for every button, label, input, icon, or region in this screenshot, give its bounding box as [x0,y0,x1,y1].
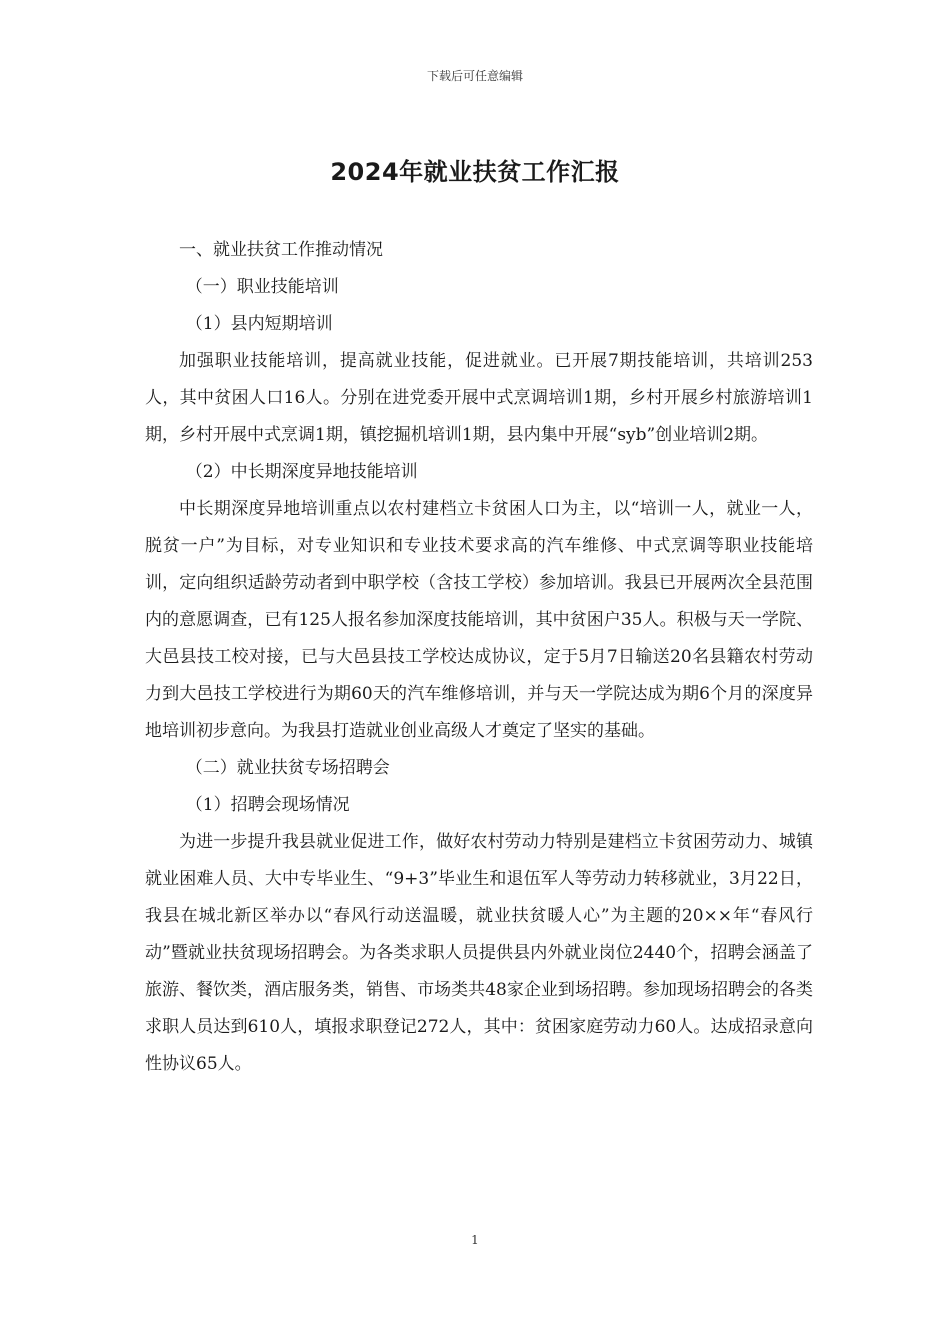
subsection-heading-1: （一）职业技能培训 [185,277,339,297]
item-heading-3: （1）招聘会现场情况 [185,795,350,815]
subsection-heading-2: （二）就业扶贫专场招聘会 [185,758,390,778]
item-heading-1: （1）县内短期培训 [185,314,333,334]
header-note: 下载后可任意编辑 [426,69,523,83]
document-title: 2024年就业扶贫工作汇报 [330,158,620,186]
paragraph-long-term-training: 中长期深度异地培训重点以农村建档立卡贫困人口为主，以“培训一人，就业一人，脱贫一户”为目标，对专业知识和专业技术要求高的汽车维修、中式烹调等职业技能培训，定向组织适龄劳动者到中职学校（含技工学校）参加培训。我县已开展两次全县范围内的意愿调查，已有125人报名参加深度技能培训，其中贫困户35人。积极与天一学院、大邑县技工校对接，已与大邑县技工学校达成协议，定于5月7日输送20名县籍农村劳动力到大邑技工学校进行为期60天的汽车维修培训，并与天一学院达成为期6个月的深度异地培训初步意向。为我县打造就业创业高级人才奠定了坚实的基础。 [145,499,813,741]
paragraph-short-training: 加强职业技能培训，提高就业技能，促进就业。已开展7期技能培训，共培训253人，其中贫困人口16人。分别在进党委开展中式烹调培训1期，乡村开展乡村旅游培训1期，乡村开展中式烹调1期，镇挖掘机培训1期，县内集中开展“syb”创业培训2期。 [145,351,813,445]
paragraph-job-fair: 为进一步提升我县就业促进工作，做好农村劳动力特别是建档立卡贫困劳动力、城镇就业困难人员、大中专毕业生、“9+3”毕业生和退伍军人等劳动力转移就业，3月22日，我县在城北新区举办以“春风行动送温暖，就业扶贫暖人心”为主题的20××年“春风行动”暨就业扶贫现场招聘会。为各类求职人员提供县内外就业岗位2440个，招聘会涵盖了旅游、餐饮类，酒店服务类，销售、市场类共48家企业到场招聘。参加现场招聘会的各类求职人员达到610人，填报求职登记272人，其中：贫困家庭劳动力60人。达成招录意向性协议65人。 [145,832,813,1074]
page-number: 1 [471,1233,479,1247]
document-body [145,232,813,1083]
item-heading-2: （2）中长期深度异地技能培训 [185,462,418,482]
section-heading-1: 一、就业扶贫工作推动情况 [179,240,383,260]
